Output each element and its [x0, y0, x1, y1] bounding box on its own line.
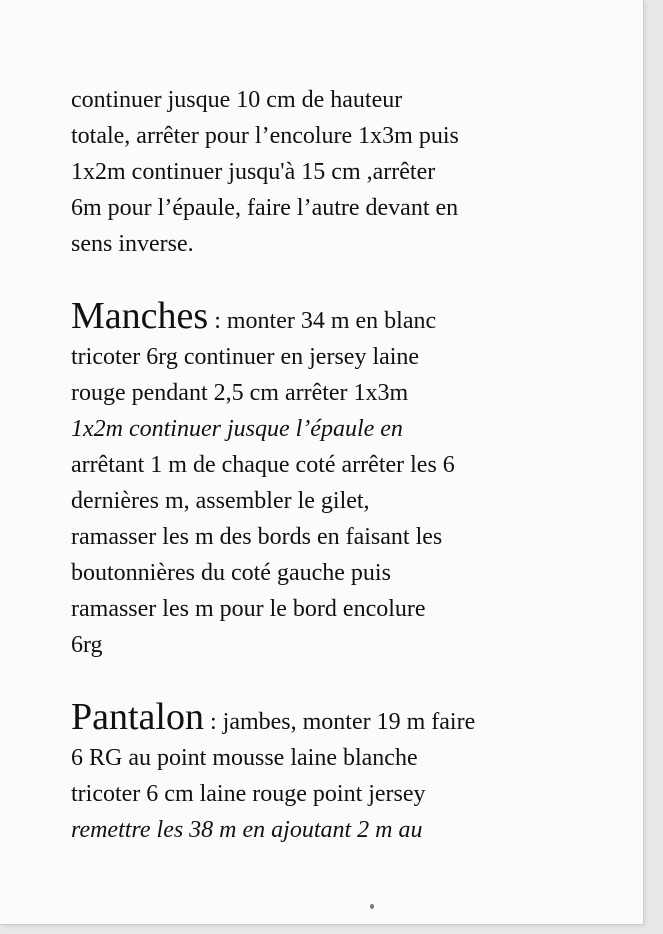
- text-line: continuer jusque 10 cm de hauteur: [71, 87, 403, 113]
- text-line: ramasser les m pour le bord encolure: [71, 596, 426, 622]
- pantalon-section: [71, 696, 591, 848]
- italic-text-line: remettre les 38 m en ajoutant 2 m au: [71, 817, 423, 843]
- pantalon-heading: Pantalon: [71, 696, 204, 738]
- document-content: [71, 82, 591, 848]
- pantalon-first-line-text: : jambes, monter 19 m faire: [203, 709, 476, 735]
- text-line: dernières m, assembler le gilet,: [71, 488, 370, 514]
- text-line: 1x2m continuer jusqu'à 15 cm ,arrêter: [71, 159, 436, 185]
- text-line: rouge pendant 2,5 cm arrêter 1x3m: [71, 380, 409, 406]
- manches-section: [71, 295, 591, 663]
- text-line: totale, arrêter pour l’encolure 1x3m puis: [71, 123, 459, 149]
- text-line: 6m pour l’épaule, faire l’autre devant en: [71, 195, 459, 221]
- text-line: tricoter 6 cm laine rouge point jersey: [71, 781, 426, 807]
- text-line: arrêtant 1 m de chaque coté arrêter les 6: [71, 452, 455, 478]
- text-line: tricoter 6rg continuer en jersey laine: [71, 344, 420, 370]
- text-line: sens inverse.: [71, 231, 194, 257]
- text-line: 6 RG au point mousse laine blanche: [71, 745, 418, 771]
- intro-paragraph: [71, 82, 591, 262]
- text-line: boutonnières du coté gauche puis: [71, 560, 391, 586]
- pantalon-first-line: [71, 696, 591, 740]
- scan-speck: [370, 904, 374, 909]
- italic-text-line: 1x2m continuer jusque l’épaule en: [71, 416, 403, 442]
- manches-first-line-text: : monter 34 m en blanc: [208, 308, 437, 334]
- manches-first-line: [71, 295, 591, 339]
- manches-heading: Manches: [71, 295, 209, 337]
- text-line: ramasser les m des bords en faisant les: [71, 524, 443, 550]
- text-line: 6rg: [71, 632, 103, 658]
